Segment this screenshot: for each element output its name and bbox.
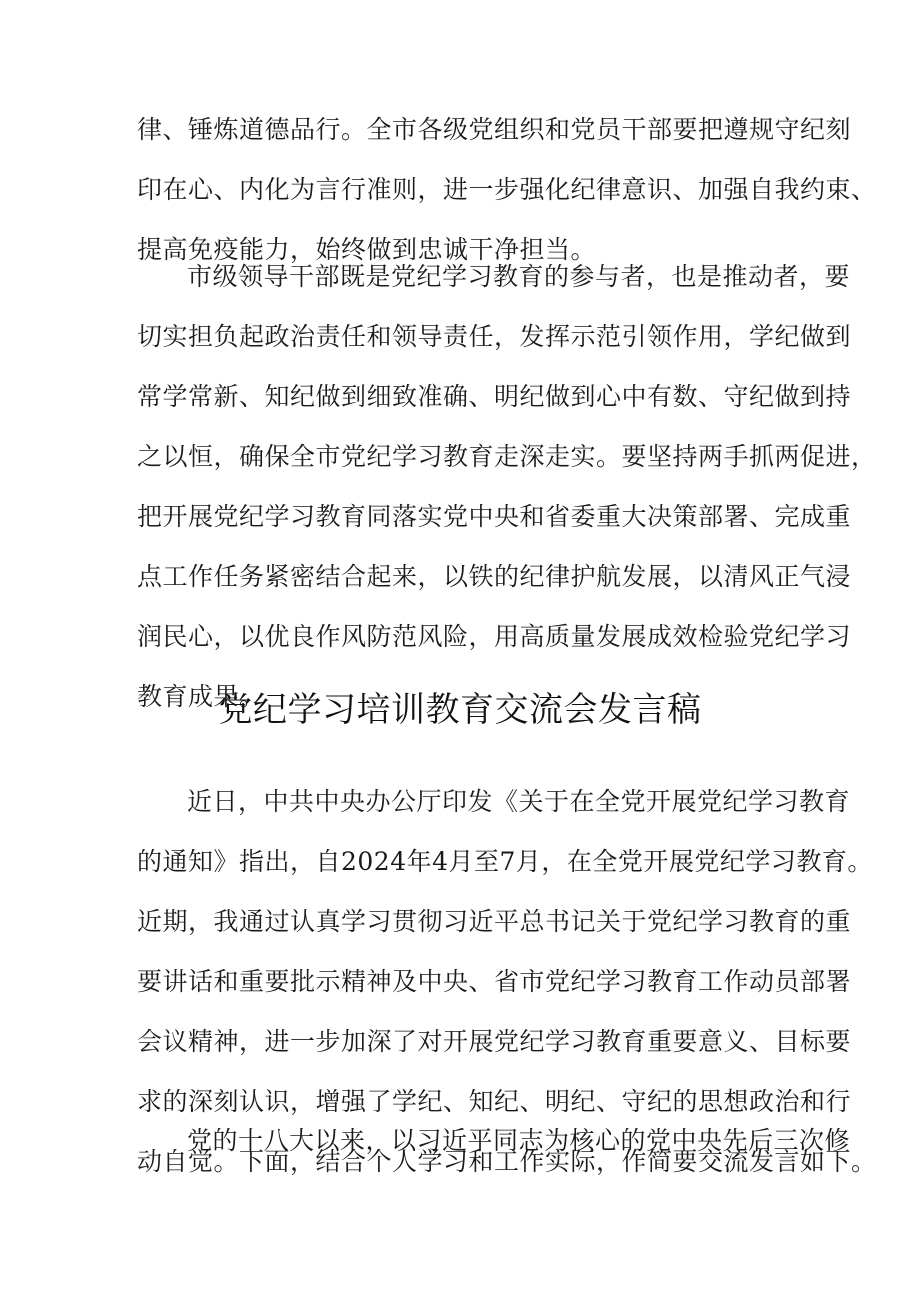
text-line: 党的十八大以来，以习近平同志为核心的党中央先后三次修 <box>187 1126 851 1155</box>
text-line: 近日，中共中央办公厅印发《关于在全党开展党纪学习教育 <box>187 787 851 816</box>
text-line: 市级领导干部既是党纪学习教育的参与者，也是推动者，要 <box>187 262 851 291</box>
text-line: 教育成果。 <box>137 682 265 711</box>
text-line: 把开展党纪学习教育同落实党中央和省委重大决策部署、完成重 <box>137 502 852 531</box>
text-line: 律、锤炼道德品行。全市各级党组织和党员干部要把遵规守纪刻 <box>137 115 852 144</box>
text-line: 润民心，以优良作风防范风险，用高质量发展成效检验党纪学习 <box>137 622 852 651</box>
document-title: 党纪学习培训教育交流会发言稿 <box>218 690 702 730</box>
text-line: 动自觉。下面，结合个人学习和工作实际，作简要交流发言如下。 <box>137 1147 877 1176</box>
text-line: 的通知》指出，自2024年4月至7月，在全党开展党纪学习教育。 <box>137 847 873 876</box>
text-line: 之以恒，确保全市党纪学习教育走深走实。要坚持两手抓两促进， <box>137 442 877 471</box>
text-line: 切实担负起政治责任和领导责任，发挥示范引领作用，学纪做到 <box>137 322 852 351</box>
text-line: 求的深刻认识，增强了学纪、知纪、明纪、守纪的思想政治和行 <box>137 1087 852 1116</box>
text-line: 常学常新、知纪做到细致准确、明纪做到心中有数、守纪做到持 <box>137 382 852 411</box>
text-line: 点工作任务紧密结合起来，以铁的纪律护航发展，以清风正气浸 <box>137 562 852 591</box>
text-line: 会议精神，进一步加深了对开展党纪学习教育重要意义、目标要 <box>137 1027 852 1056</box>
paragraph-leaders-role <box>137 247 877 727</box>
text-line: 印在心、内化为言行准则，进一步强化纪律意识、加强自我约束、 <box>137 175 877 204</box>
text-line: 提高免疫能力，始终做到忠诚干净担当。 <box>137 235 597 264</box>
text-line: 近期，我通过认真学习贯彻习近平总书记关于党纪学习教育的重 <box>137 907 852 936</box>
paragraph-since-18th-congress <box>137 1111 851 1171</box>
text-line: 要讲话和重要批示精神及中央、省市党纪学习教育工作动员部署 <box>137 967 852 996</box>
